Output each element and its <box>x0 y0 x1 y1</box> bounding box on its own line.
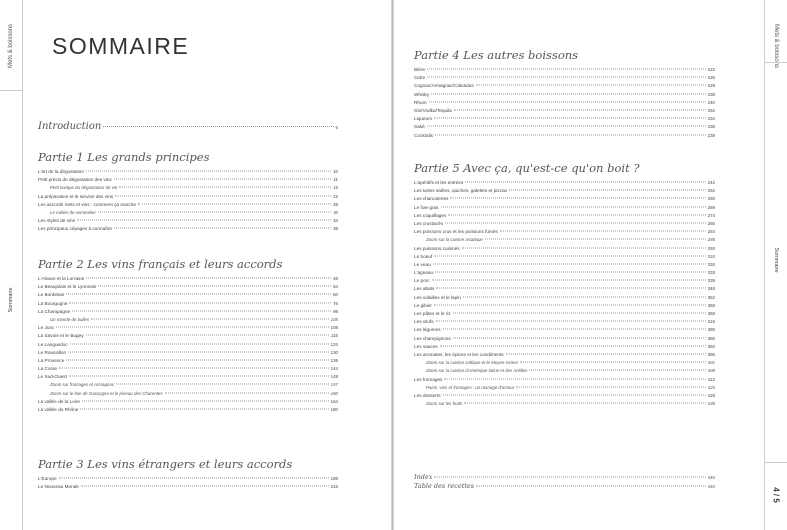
leader-dots <box>103 126 333 127</box>
toc-entry[interactable] <box>38 398 338 406</box>
leader-dots <box>462 247 706 248</box>
entry-title: Le Sud-Ouest <box>38 374 67 380</box>
entry-title: Cocktails <box>414 132 434 138</box>
page-number: 440 <box>707 475 715 480</box>
toc-part-5 <box>414 160 715 408</box>
page-number: 252 <box>707 188 715 194</box>
left-side-strip <box>0 0 23 530</box>
page-number: 148 <box>330 374 338 380</box>
toc-part-4 <box>414 47 715 140</box>
toc-subentry[interactable] <box>38 209 338 217</box>
entry-title: Pains, vins et fromages : un mariage d'amour <box>426 384 515 390</box>
entry-title: Un monde de bulles <box>50 316 90 322</box>
toc-part-2 <box>38 256 338 414</box>
leader-dots <box>432 280 706 281</box>
entry-title: Les aromates, les épices et les condiments <box>414 351 504 357</box>
toc-entry[interactable] <box>38 357 338 365</box>
toc-subentry[interactable] <box>414 384 715 392</box>
page-number: 28 <box>333 201 338 207</box>
page-number: 180 <box>330 407 338 412</box>
toc-entry[interactable] <box>414 74 715 82</box>
toc-entry[interactable] <box>414 245 715 253</box>
page-number: 280 <box>707 220 715 226</box>
toc-entry[interactable] <box>414 253 715 261</box>
toc-entry[interactable] <box>38 283 338 291</box>
page-number: 144 <box>330 366 338 372</box>
entry-title: Les accords mets et vins : comment ça marche ? <box>38 201 140 207</box>
entry-title: Zoom sur fromages et Armagnac <box>50 382 115 388</box>
toc-entry[interactable] <box>38 475 338 483</box>
leader-dots <box>434 255 705 256</box>
page-number: 252 <box>707 107 715 113</box>
section-label: Sommaire <box>8 287 14 313</box>
toc-entry[interactable] <box>38 324 338 332</box>
toc-subentry[interactable] <box>38 390 338 398</box>
toc-subentry[interactable] <box>414 236 715 244</box>
toc-entry[interactable] <box>38 225 338 233</box>
leader-dots <box>165 392 329 393</box>
leader-dots <box>434 304 706 305</box>
entry-title: L'apéritifs et les entrées <box>414 180 464 185</box>
toc-entry[interactable] <box>38 349 338 357</box>
leader-dots <box>86 171 331 172</box>
entry-title: Les poissons crus et les poissons fumés <box>414 229 498 235</box>
page-number: 222 <box>707 67 715 72</box>
page-number: 368 <box>707 311 715 316</box>
leader-dots <box>98 286 331 287</box>
toc-subentry[interactable] <box>414 367 715 375</box>
entry-title: Le métier de sommelier <box>50 209 96 215</box>
toc-entry[interactable] <box>414 310 715 318</box>
page-number: 116 <box>331 333 338 339</box>
brand-logo: Mets & boissons <box>773 23 779 69</box>
leader-dots <box>440 345 706 346</box>
toc-entry[interactable] <box>414 204 715 212</box>
section-label: Sommaire <box>773 247 779 273</box>
entry-title: Les coquillages <box>414 212 447 218</box>
entry-title: Les desserts <box>414 392 441 398</box>
leader-dots <box>427 77 705 78</box>
toc-entry[interactable] <box>414 107 715 115</box>
entry-title: Le veau <box>414 261 431 267</box>
toc-entry[interactable] <box>414 228 715 236</box>
leader-dots <box>115 195 331 196</box>
page-number: 293 <box>707 245 715 251</box>
entry-title: Le boeuf <box>414 253 433 259</box>
entry-title: Le Beaujolais et le Lyonnais <box>38 284 97 290</box>
leader-dots <box>434 118 706 119</box>
entry-title: La vallée de la Loire <box>38 398 80 404</box>
toc-part-1 <box>38 149 338 234</box>
leader-dots <box>453 337 706 338</box>
part-heading: Partie 1 Les grands principes <box>38 150 210 164</box>
leader-dots <box>427 69 706 70</box>
leader-dots <box>114 179 332 180</box>
entry-title: Gin/Vodka/Tequila <box>414 107 452 113</box>
toc-entry[interactable] <box>414 115 715 123</box>
leader-dots <box>86 335 329 336</box>
leader-dots <box>114 228 331 229</box>
entry-title: Bière <box>414 67 425 72</box>
entry-title: Rhum <box>414 99 427 105</box>
leader-dots <box>445 222 706 223</box>
leader-dots <box>56 327 329 328</box>
divider <box>0 90 22 91</box>
part-heading: Partie 5 Avec ça, qu'est-ce qu'on boit ? <box>414 161 640 175</box>
page-number: 38 <box>333 226 338 232</box>
entry-title: Les abats <box>414 286 435 292</box>
leader-dots <box>463 296 706 297</box>
toc-entry[interactable] <box>38 168 338 176</box>
page-number: 108 <box>330 325 338 331</box>
leader-dots <box>66 359 328 360</box>
toc-part-3 <box>38 456 338 491</box>
toc-entry[interactable] <box>414 326 715 334</box>
toc-entry[interactable] <box>38 300 338 308</box>
leader-dots <box>72 310 331 311</box>
page-number: 228 <box>707 83 715 89</box>
leader-dots <box>435 134 706 135</box>
toc-entry[interactable] <box>38 308 338 316</box>
entry-title: Les principaux cépages à connaître <box>38 226 113 232</box>
entry-title: Les tartes salées, quiches, galettes et pizzas <box>414 188 508 194</box>
toc-entry[interactable] <box>414 376 715 384</box>
page-number-indicator: 4 / 5 <box>771 487 781 503</box>
leader-dots <box>500 231 706 232</box>
entry-title: La Champagne <box>38 308 71 314</box>
toc-subentry[interactable] <box>38 316 338 324</box>
leader-dots <box>476 485 706 486</box>
leader-dots <box>77 220 331 221</box>
entry-title: Cognac/Armagnac/Calvados <box>414 83 474 89</box>
toc-entry[interactable] <box>414 220 715 228</box>
page-number: 198 <box>330 476 338 481</box>
divider <box>765 62 787 63</box>
page-number: 380 <box>707 327 715 333</box>
toc-entry[interactable] <box>38 193 338 201</box>
toc-subentry[interactable] <box>38 381 338 389</box>
page-number: 16 <box>333 185 338 191</box>
entry-title: Le Nouveau Monde <box>38 484 79 490</box>
entry-title: L'agneau <box>414 270 434 276</box>
page-number: 274 <box>707 212 715 218</box>
part-heading: Partie 2 Les vins français et leurs accords <box>38 257 283 271</box>
leader-dots <box>86 278 331 279</box>
page-number: 136 <box>330 357 338 363</box>
right-page <box>394 0 787 530</box>
entry-title: Les champignons <box>414 335 451 341</box>
leader-dots <box>509 190 706 191</box>
toc-entry[interactable] <box>414 302 715 310</box>
introduction-label: Introduction <box>38 121 102 132</box>
leader-dots <box>116 384 329 385</box>
entry-title: Le gibier <box>414 302 432 308</box>
entry-title: L'Alsace et la Lorraine <box>38 276 85 281</box>
entry-title: Les styles de vins <box>38 218 75 224</box>
entry-title: La Provence <box>38 357 65 363</box>
page-number: 11 <box>333 177 338 183</box>
toc-entry[interactable] <box>414 66 715 74</box>
leader-dots <box>443 394 706 395</box>
leader-dots <box>429 101 706 102</box>
page-number: 408 <box>707 368 715 374</box>
page-number: 54 <box>333 284 338 290</box>
page-number: 98 <box>333 308 338 314</box>
toc-entry[interactable] <box>414 179 715 187</box>
toc-subentry[interactable] <box>414 400 715 408</box>
leader-dots <box>529 370 705 371</box>
entry-title: Les sauces <box>414 343 438 349</box>
entry-title: La Corse <box>38 366 58 372</box>
toc-entry[interactable] <box>414 335 715 343</box>
brand-logo: Mets & boissons <box>8 23 14 69</box>
leader-dots <box>476 85 706 86</box>
page-number: 6 <box>335 125 338 130</box>
page-number: 348 <box>707 286 715 292</box>
toc-entry[interactable] <box>38 332 338 340</box>
page-number: 22 <box>333 193 338 199</box>
toc-entry[interactable] <box>38 365 338 373</box>
page-number: 48 <box>333 276 338 281</box>
leader-dots <box>91 318 329 319</box>
leader-dots <box>69 302 331 303</box>
entry-title: L'Europe <box>38 476 57 481</box>
page-number: 240 <box>707 99 715 105</box>
leader-dots <box>516 386 705 387</box>
toc-entry[interactable] <box>414 294 715 302</box>
entry-title: Les légumes <box>414 327 441 333</box>
leader-dots <box>444 378 705 379</box>
entry-title: Le Roussillon <box>38 349 67 355</box>
entry-title: Le porc <box>414 278 430 284</box>
page-number: 236 <box>707 124 715 130</box>
leader-dots <box>465 182 705 183</box>
leader-dots <box>59 368 329 369</box>
leader-dots <box>68 351 329 352</box>
part-heading: Partie 3 Les vins étrangers et leurs accords <box>38 457 293 471</box>
page-number: 269 <box>707 204 715 210</box>
toc-entry[interactable] <box>414 187 715 195</box>
toc-entry[interactable] <box>414 285 715 293</box>
index-entry[interactable] <box>414 482 715 491</box>
leader-dots <box>454 109 706 110</box>
toc-entry[interactable] <box>414 392 715 400</box>
toc-entry[interactable] <box>38 201 338 209</box>
page-number: 440 <box>707 483 715 489</box>
right-side-strip <box>764 0 787 530</box>
leader-dots <box>69 376 329 377</box>
entry-title: Les œufs <box>414 319 434 325</box>
entry-title: La Savoie et le Bugey <box>38 333 84 339</box>
toc-entry[interactable] <box>414 351 715 359</box>
leader-dots <box>431 93 706 94</box>
entry-title: Saké <box>414 124 425 130</box>
toc-entry[interactable] <box>38 291 338 299</box>
toc-entry[interactable] <box>38 275 338 283</box>
leader-dots <box>453 313 706 314</box>
entry-title: Les volailles et le lapin <box>414 294 461 300</box>
page-title: SOMMAIRE <box>52 33 190 59</box>
leader-dots <box>443 329 706 330</box>
page-number: 238 <box>707 132 715 138</box>
index-title: Index <box>414 473 433 481</box>
index-title: Table des recettes <box>414 481 475 490</box>
leader-dots <box>119 187 331 188</box>
divider <box>765 462 787 463</box>
page-number: 242 <box>707 180 715 185</box>
leader-dots <box>59 478 329 479</box>
entry-title: Les charcuteries <box>414 196 449 202</box>
leader-dots <box>506 353 706 354</box>
entry-title: Petit lexique du dégustateur de vin <box>50 185 118 191</box>
toc-entry[interactable] <box>414 269 715 277</box>
toc-entry[interactable] <box>414 132 715 140</box>
page-number: 310 <box>707 253 715 259</box>
leader-dots <box>441 206 706 207</box>
toc-entry[interactable] <box>38 176 338 184</box>
leader-dots <box>81 486 329 487</box>
entry-title: La vallée du Rhône <box>38 407 79 412</box>
page-number: 368 <box>707 302 715 308</box>
entry-title: La Bourgogne <box>38 300 68 306</box>
leader-dots <box>434 477 705 478</box>
entry-title: Zoom sur la cuisine asiatique <box>426 237 483 243</box>
toc-entry[interactable] <box>38 217 338 225</box>
leader-dots <box>520 362 706 363</box>
entry-title: Le Bordelais <box>38 292 65 298</box>
page-number: 238 <box>707 91 715 97</box>
entry-title: Liqueurs <box>414 116 432 122</box>
leader-dots <box>464 403 706 404</box>
leader-dots <box>82 400 329 401</box>
leader-dots <box>450 198 705 199</box>
leader-dots <box>433 263 706 264</box>
page-number: 234 <box>707 116 715 122</box>
page-number: 160 <box>330 390 338 396</box>
page-number: 333 <box>707 270 715 276</box>
page-number: 339 <box>707 278 715 284</box>
toc-entry[interactable] <box>414 99 715 107</box>
entry-title: Cidre <box>414 75 426 81</box>
page-number: 216 <box>330 484 338 490</box>
page-number: 30 <box>333 209 338 215</box>
page-number: 288 <box>707 237 715 243</box>
toc-entry[interactable] <box>414 212 715 220</box>
toc-index <box>414 473 715 490</box>
entry-title: Les pâtes et le riz <box>414 311 451 316</box>
index-entry[interactable] <box>414 473 715 482</box>
toc-entry[interactable] <box>414 123 715 131</box>
page-number: 428 <box>707 392 715 398</box>
leader-dots <box>435 272 706 273</box>
entry-title: Zoom sur la cuisine d'Amérique latine et des Antilles <box>426 368 528 374</box>
page-number: 425 <box>707 384 715 390</box>
toc-entry[interactable] <box>414 277 715 285</box>
page-number: 396 <box>707 351 715 357</box>
leader-dots <box>436 288 705 289</box>
page-number: 438 <box>707 401 715 407</box>
page-number: 284 <box>707 229 715 235</box>
toc-entry[interactable] <box>38 483 338 491</box>
page-number: 401 <box>707 360 715 366</box>
toc-entry[interactable] <box>414 343 715 351</box>
leader-dots <box>427 126 706 127</box>
page-number: 326 <box>707 261 715 267</box>
leader-dots <box>70 343 329 344</box>
part-heading: Partie 4 Les autres boissons <box>414 48 579 62</box>
entry-title: Zoom sur les fruits <box>426 401 463 407</box>
page-number: 226 <box>707 75 715 81</box>
leader-dots <box>66 294 331 295</box>
toc-entry[interactable] <box>38 341 338 349</box>
page-number: 392 <box>707 343 715 349</box>
leader-dots <box>98 211 331 212</box>
toc-subentry[interactable] <box>414 359 715 367</box>
page-number: 316 <box>707 319 715 325</box>
toc-entry[interactable] <box>414 318 715 326</box>
page-number: 124 <box>330 341 338 347</box>
toc-entry[interactable] <box>414 91 715 99</box>
toc-introduction[interactable] <box>38 121 338 132</box>
page-number: 352 <box>707 294 715 300</box>
entry-title: Zoom sur la cuisine celtique et le Moyen-Orient <box>426 360 518 366</box>
left-page <box>0 0 393 530</box>
leader-dots <box>142 203 331 204</box>
toc-entry[interactable] <box>414 261 715 269</box>
entry-title: Le foie gras <box>414 204 439 210</box>
toc-entry[interactable] <box>414 195 715 203</box>
toc-entry[interactable] <box>38 406 338 414</box>
entry-title: Whisky <box>414 91 430 97</box>
entry-title: Les crustacés <box>414 220 443 226</box>
entry-title: L'art de la dégustation <box>38 169 84 174</box>
entry-title: Petit précis de dégustation des vins <box>38 177 112 183</box>
toc-subentry[interactable] <box>38 184 338 192</box>
entry-title: Zoom sur le foie de Gascogne et le pineau des Charentes <box>50 390 163 396</box>
entry-title: Le Languedoc <box>38 341 68 347</box>
leader-dots <box>436 321 706 322</box>
entry-title: Le Jura <box>38 325 54 331</box>
page-number: 260 <box>707 196 715 202</box>
page-number: 157 <box>330 382 338 388</box>
page-number: 412 <box>707 376 715 382</box>
page-number: 10 <box>333 169 338 174</box>
page-number: 60 <box>333 292 338 298</box>
leader-dots <box>448 214 705 215</box>
page-number: 76 <box>333 300 338 306</box>
page-number: 164 <box>330 398 338 404</box>
entry-title: Les fromages <box>414 376 443 382</box>
page-number: 105 <box>330 316 338 322</box>
toc-entry[interactable] <box>414 82 715 90</box>
page-number: 380 <box>707 335 715 341</box>
entry-title: Les poissons cuisinés <box>414 245 460 251</box>
entry-title: La préparation et le service des vins <box>38 193 114 199</box>
page-number: 34 <box>333 218 338 224</box>
leader-dots <box>485 239 706 240</box>
leader-dots <box>80 409 328 410</box>
toc-entry[interactable] <box>38 373 338 381</box>
page-number: 130 <box>330 349 338 355</box>
